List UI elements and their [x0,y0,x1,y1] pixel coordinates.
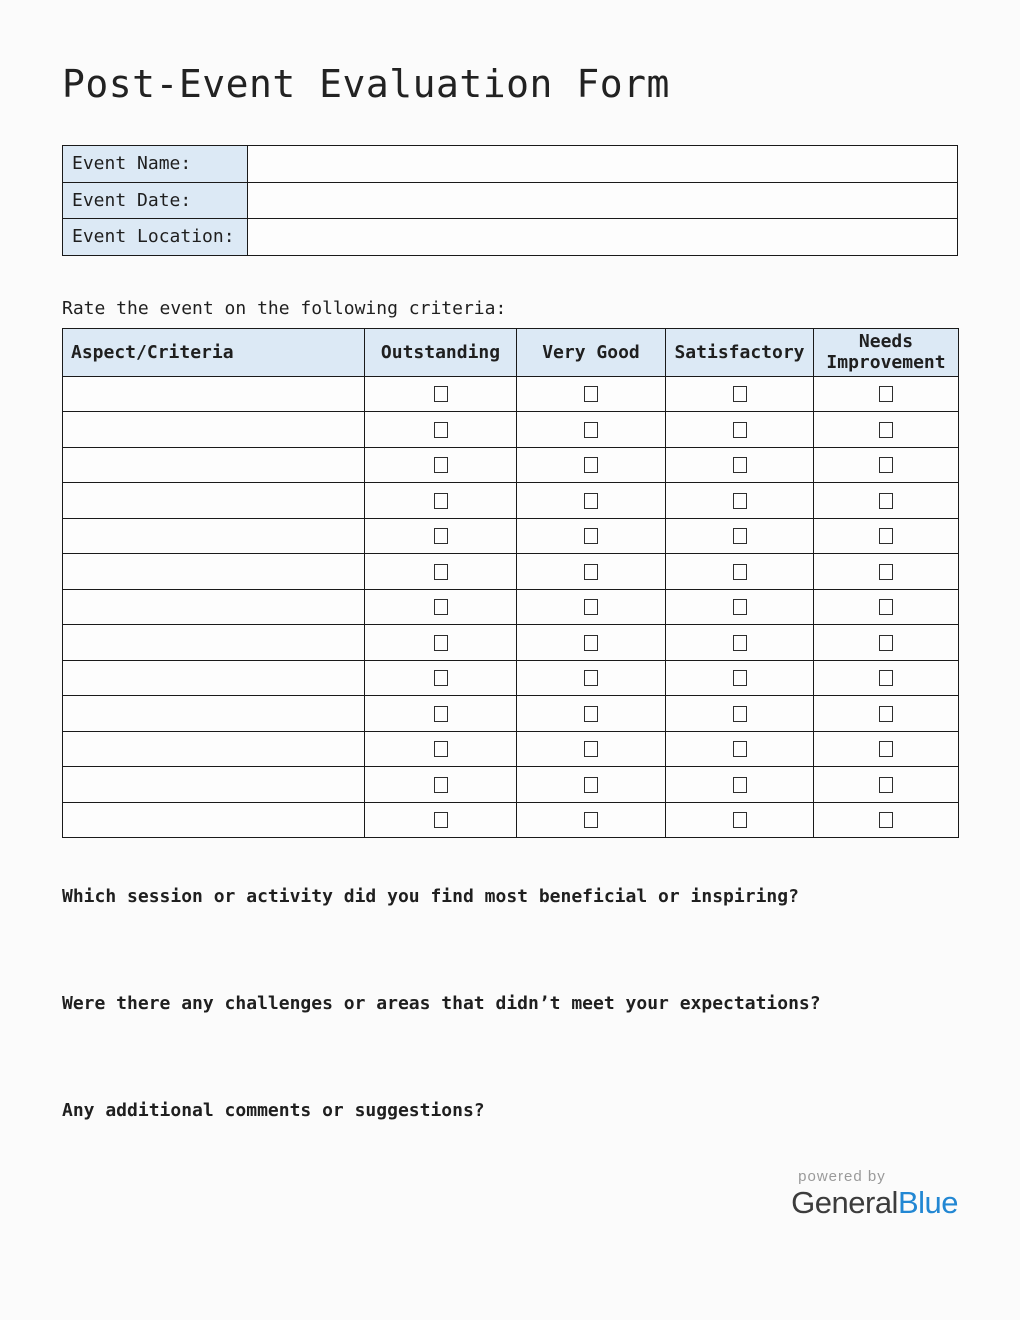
rating-checkbox[interactable] [879,493,893,509]
rating-cell [814,518,959,554]
rating-cell [814,483,959,519]
rating-checkbox[interactable] [584,777,598,793]
brand-wordmark [791,1186,958,1220]
rating-cell [814,412,959,448]
rating-checkbox[interactable] [879,777,893,793]
event-info-table [62,145,958,256]
rating-cell [517,589,666,625]
rating-row [63,412,959,448]
event-name-row [63,146,958,183]
column-header-satisfactory: Satisfactory [666,328,814,376]
rating-checkbox[interactable] [584,564,598,580]
rating-cell [814,589,959,625]
rating-cell [666,696,814,732]
aspect-criteria-field[interactable] [63,483,365,519]
column-header-needs-improvement: Needs Improvement [814,328,959,376]
rating-checkbox[interactable] [733,386,747,402]
rating-checkbox[interactable] [434,493,448,509]
rating-cell [814,696,959,732]
rating-checkbox[interactable] [879,386,893,402]
general-blue-logo [791,1168,958,1220]
rating-cell [666,802,814,838]
rating-checkbox[interactable] [879,457,893,473]
rating-cell [365,447,517,483]
rating-row [63,483,959,519]
aspect-criteria-field[interactable] [63,625,365,661]
rating-cell [517,412,666,448]
aspect-criteria-field[interactable] [63,696,365,732]
rating-cell [517,554,666,590]
rating-cell [517,660,666,696]
rating-cell [814,660,959,696]
rating-row [63,696,959,732]
rating-checkbox[interactable] [584,599,598,615]
rating-cell [517,767,666,803]
event-location-label: Event Location: [63,219,248,256]
aspect-criteria-field[interactable] [63,412,365,448]
rating-cell [666,767,814,803]
rating-cell [517,731,666,767]
rating-checkbox[interactable] [733,706,747,722]
rating-checkbox[interactable] [434,812,448,828]
rating-table [62,328,959,839]
rating-checkbox[interactable] [434,599,448,615]
aspect-criteria-field[interactable] [63,376,365,412]
rating-checkbox[interactable] [584,635,598,651]
aspect-criteria-field[interactable] [63,518,365,554]
rating-checkbox[interactable] [584,422,598,438]
rating-cell [365,483,517,519]
rating-cell [814,447,959,483]
rating-checkbox[interactable] [879,812,893,828]
aspect-criteria-field[interactable] [63,554,365,590]
aspect-criteria-field[interactable] [63,802,365,838]
footer [62,1168,958,1220]
rating-cell [666,518,814,554]
rating-cell [814,767,959,803]
rating-checkbox[interactable] [584,457,598,473]
event-name-value-field[interactable] [248,146,958,183]
rating-cell [666,554,814,590]
rating-row [63,802,959,838]
aspect-criteria-field[interactable] [63,589,365,625]
rating-cell [517,625,666,661]
event-date-row [63,182,958,219]
rating-cell [365,589,517,625]
rating-checkbox[interactable] [733,528,747,544]
brand-blue-text: Blue [897,1185,958,1220]
document-title: Post-Event Evaluation Form [62,62,670,106]
rating-checkbox[interactable] [733,599,747,615]
rating-checkbox[interactable] [733,564,747,580]
rating-checkbox[interactable] [434,741,448,757]
rating-checkbox[interactable] [434,706,448,722]
rating-checkbox[interactable] [879,564,893,580]
rating-cell [666,447,814,483]
rating-cell [365,518,517,554]
rating-checkbox[interactable] [879,670,893,686]
rating-cell [365,376,517,412]
rating-row [63,376,959,412]
rating-checkbox[interactable] [584,741,598,757]
event-location-row [63,219,958,256]
rating-checkbox[interactable] [733,635,747,651]
aspect-criteria-field[interactable] [63,660,365,696]
column-header-outstanding: Outstanding [365,328,517,376]
rating-checkbox[interactable] [733,777,747,793]
rating-checkbox[interactable] [584,812,598,828]
rating-cell [365,802,517,838]
rating-row [63,589,959,625]
rating-checkbox[interactable] [584,528,598,544]
rating-cell [666,660,814,696]
rating-row [63,518,959,554]
open-questions-section [62,886,958,1122]
rating-checkbox[interactable] [733,670,747,686]
rating-cell [814,625,959,661]
rating-checkbox[interactable] [434,777,448,793]
rating-cell [517,447,666,483]
rating-row [63,554,959,590]
rating-row [63,731,959,767]
rating-checkbox[interactable] [584,493,598,509]
rating-checkbox[interactable] [879,528,893,544]
rating-row [63,625,959,661]
rating-table-body [63,376,959,838]
rating-cell [517,483,666,519]
rating-checkbox[interactable] [879,706,893,722]
rating-checkbox[interactable] [434,635,448,651]
rating-checkbox[interactable] [733,493,747,509]
rating-checkbox[interactable] [434,457,448,473]
rating-cell [814,802,959,838]
rating-checkbox[interactable] [879,741,893,757]
rating-row [63,660,959,696]
rating-instruction: Rate the event on the following criteria: [62,297,507,319]
column-header-aspect-criteria: Aspect/Criteria [63,328,365,376]
rating-checkbox[interactable] [879,422,893,438]
rating-checkbox[interactable] [733,812,747,828]
rating-checkbox[interactable] [733,457,747,473]
rating-cell [666,589,814,625]
rating-cell [365,767,517,803]
rating-checkbox[interactable] [584,706,598,722]
event-date-label: Event Date: [63,182,248,219]
rating-checkbox[interactable] [434,422,448,438]
rating-cell [517,376,666,412]
rating-checkbox[interactable] [434,528,448,544]
rating-header-row [63,328,959,376]
rating-checkbox[interactable] [733,422,747,438]
brand-general-text: General [791,1185,898,1220]
event-name-label: Event Name: [63,146,248,183]
question-most-beneficial: Which session or activity did you find most beneficial or inspiring? [62,886,799,907]
event-location-value-field[interactable] [248,219,958,256]
aspect-criteria-field[interactable] [63,767,365,803]
rating-cell [666,483,814,519]
rating-cell [814,554,959,590]
powered-by-label: powered by [798,1168,886,1185]
event-date-value-field[interactable] [248,182,958,219]
rating-cell [666,376,814,412]
rating-checkbox[interactable] [584,670,598,686]
question-challenges: Were there any challenges or areas that didn’t meet your expectations? [62,993,821,1014]
rating-cell [666,731,814,767]
rating-cell [365,412,517,448]
rating-cell [517,802,666,838]
rating-cell [365,731,517,767]
rating-cell [814,731,959,767]
aspect-criteria-field[interactable] [63,731,365,767]
rating-checkbox[interactable] [434,386,448,402]
column-header-very-good: Very Good [517,328,666,376]
rating-cell [365,660,517,696]
rating-checkbox[interactable] [879,635,893,651]
rating-checkbox[interactable] [879,599,893,615]
rating-cell [666,625,814,661]
rating-checkbox[interactable] [434,670,448,686]
question-additional-comments: Any additional comments or suggestions? [62,1100,485,1121]
rating-cell [365,554,517,590]
aspect-criteria-field[interactable] [63,447,365,483]
rating-cell [517,696,666,732]
rating-cell [814,376,959,412]
rating-cell [517,518,666,554]
rating-checkbox[interactable] [584,386,598,402]
rating-checkbox[interactable] [434,564,448,580]
rating-cell [365,625,517,661]
rating-checkbox[interactable] [733,741,747,757]
rating-row [63,447,959,483]
rating-cell [365,696,517,732]
rating-cell [666,412,814,448]
rating-row [63,767,959,803]
